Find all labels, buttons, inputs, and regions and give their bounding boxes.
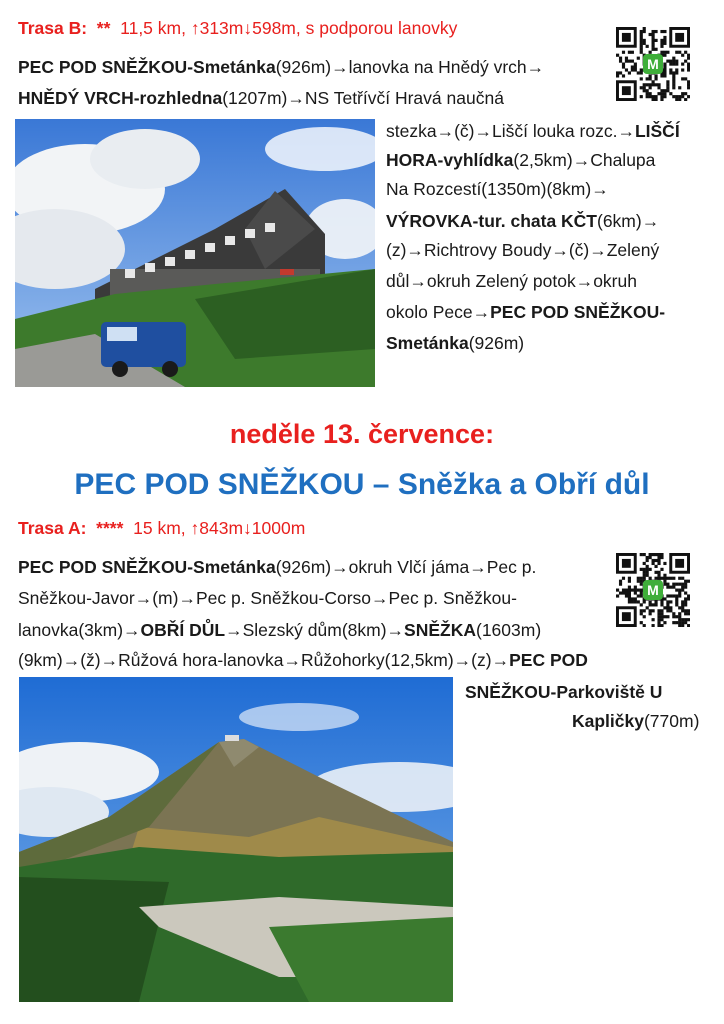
day-date-heading: neděle 13. července: (229, 419, 495, 449)
route-b-line (386, 120, 680, 142)
route-text: (1603m) (476, 620, 542, 640)
route-text: stezka→(č)→Liščí louka rozc.→ (386, 121, 635, 141)
qr-code-icon (616, 553, 690, 627)
route-text: (9km)→(ž)→Růžová hora-lanovka→Růžohorky(12,5km)→(z)→ (18, 650, 510, 670)
route-b-name: Trasa B: (18, 18, 88, 38)
route-b-line (386, 270, 637, 292)
bold-place-name: LIŠČÍ (634, 121, 680, 141)
route-a-line (465, 681, 662, 703)
route-a-line (18, 556, 536, 578)
route-b-line (386, 332, 524, 354)
route-a-line (18, 649, 588, 671)
route-a-stars: **** (96, 518, 124, 538)
bold-place-name: PEC POD SNĚŽKOU-Smetánka (18, 57, 276, 77)
bold-place-name: PEC POD SNĚŽKOU-Smetánka (18, 557, 276, 577)
route-b-line (18, 56, 544, 78)
route-text: důl→okruh Zelený potok→okruh (386, 271, 637, 291)
qr-code-route-a[interactable] (616, 553, 690, 627)
route-text: Na Rozcestí(1350m)(8km)→ (386, 179, 609, 199)
photo-snezka-mountain (19, 677, 453, 1002)
route-text: (770m) (643, 711, 700, 731)
route-b-line (386, 239, 659, 261)
bold-place-name: SNĚŽKA (404, 620, 476, 640)
photo-mountain-hut (15, 119, 375, 387)
route-a-stats: 15 km, ↑843m↓1000m (133, 518, 306, 538)
route-b-header (18, 17, 457, 39)
route-a-line (18, 587, 517, 609)
bold-place-name: PEC POD SNĚŽKOU- (490, 302, 666, 322)
bold-place-name: HNĚDÝ VRCH-rozhledna (18, 88, 223, 108)
route-a-header (18, 517, 305, 539)
bold-place-name: Smetánka (386, 333, 469, 353)
route-b-line (18, 87, 504, 109)
route-a-name: Trasa A: (18, 518, 87, 538)
route-b-stars: ** (96, 18, 111, 38)
bold-place-name: Kapličky (572, 711, 644, 731)
route-text: Sněžkou-Javor→(m)→Pec p. Sněžkou-Corso→Pec p. Sněžkou- (18, 588, 517, 608)
route-b-line (386, 178, 609, 200)
bold-place-name: VÝROVKA-tur. chata KČT (386, 211, 597, 231)
route-text: (6km)→ (597, 211, 660, 231)
route-b-stats: 11,5 km, ↑313m↓598m, s podporou lanovky (120, 18, 458, 38)
route-text: (926m) (468, 333, 525, 353)
bold-place-name: HORA-vyhlídka (386, 150, 514, 170)
route-text: (2,5km)→Chalupa (513, 150, 656, 170)
route-b-line (386, 149, 655, 171)
route-b-line (386, 210, 659, 232)
bold-place-name: PEC POD (509, 650, 588, 670)
bold-place-name: SNĚŽKOU-Parkoviště U (465, 682, 663, 702)
route-text: (926m)→lanovka na Hnědý vrch→ (275, 57, 545, 77)
route-text: (1207m)→NS Tetřívčí Hravá naučná (222, 88, 504, 108)
svg-text:M: M (647, 582, 659, 598)
svg-text:M: M (647, 56, 659, 72)
qr-code-icon (616, 27, 690, 101)
route-a-line (572, 710, 699, 732)
qr-code-route-b[interactable] (616, 27, 690, 101)
route-text: (z)→Richtrovy Boudy→(č)→Zelený (386, 240, 660, 260)
route-a-line (18, 619, 541, 641)
route-text: (926m)→okruh Vlčí jáma→Pec p. (275, 557, 537, 577)
day-title-heading: PEC POD SNĚŽKOU – Sněžka a Obří důl (74, 468, 650, 501)
route-text: lanovka(3km)→ (18, 620, 141, 640)
bold-place-name: OBŘÍ DŮL (140, 620, 226, 640)
route-b-line (386, 301, 665, 323)
route-text: okolo Pece→ (386, 302, 491, 322)
route-text: →Slezský dům(8km)→ (225, 620, 405, 640)
